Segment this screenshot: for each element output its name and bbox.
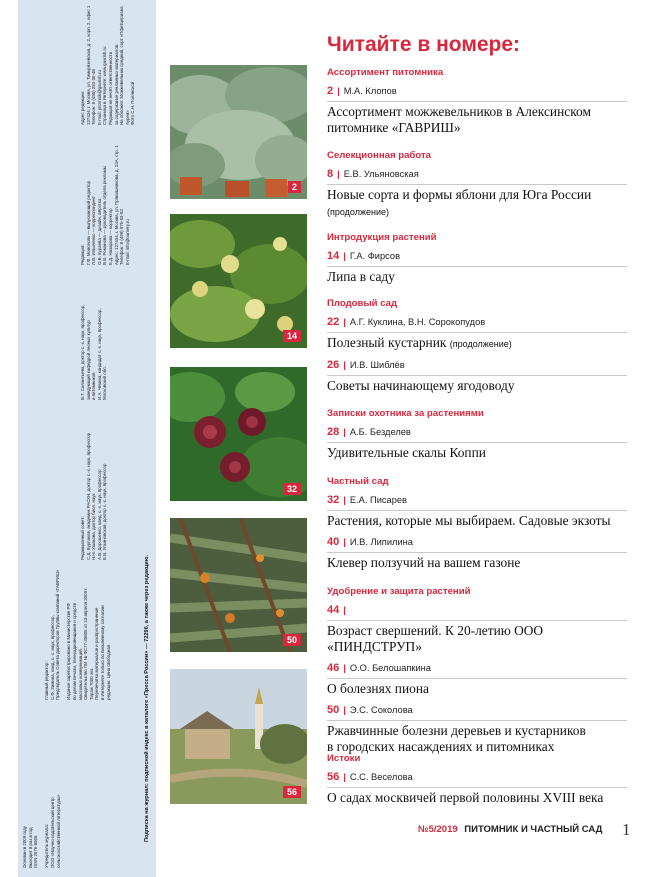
section-breeding [327,150,627,220]
article-title: О садах москвичей первой половины XVIII века [327,790,604,805]
photo-painting [170,669,307,804]
section-plant-hunter [327,408,627,461]
page-number: 46 [327,662,340,674]
toc-entry[interactable]: 44 | Возраст свершений. К 20-летию ООО «ПИНДСТРУП» [327,604,627,655]
toc-entry[interactable]: 46 | О.О. Белошапкина О болезнях пиона [327,662,627,697]
divider [327,332,627,333]
section-assortment [327,67,627,136]
divider [327,552,627,553]
page-number: 44 [327,604,340,616]
colophon-editorial: Редакция: Г.Ф. Мовсесян — выпускающий редактор Л.В. Ильиченко — корреспондент О.В. Кураева — дизайн, вёрстка В.В. Романова — руководитель отдела рекламы Е.Д. Назарова — корректор Адрес: 127434, г. Москва, ул. Прянишникова, д. 23А, стр. 1 Телефон: 8 (499) 976-53-93 E-mail: info@nursery.ru [80,145,130,265]
page-title: Читайте в номере: [327,33,521,56]
page-number: 28 [327,426,340,438]
section-introduction [327,232,627,285]
article-title: Клевер ползучий на вашем газоне [327,555,521,570]
photo-page-badge: 56 [283,786,301,798]
author: С.С. Веселова [349,772,413,782]
article-title: Возраст свершений. К 20-летию ООО «ПИНДСТРУП» [327,623,544,654]
divider [327,620,627,621]
section-title: Частный сад [327,476,389,487]
colophon-address: Адрес редакции: 127434, г. Москва, ул. Тимирязевская, д. 2, корп. 2, офис 1 Телефон: 8 (495) 253-36-48 E-mail: pitomnik@gavrish.ru Страница в Интернете: www.gavrish.ru Редакция не несёт ответственности за содержание рекламных материалов. На обложке: Можжевельник средний, сорт «Пфитцериана Аурея» Фото С.Н. Полянской [80,5,136,125]
colophon-panel [18,0,156,877]
article-title: Новые сорта и формы яблони для Юга России [327,187,592,202]
page-number: 14 [327,250,340,262]
divider [327,678,627,679]
divider [327,442,627,443]
photo-page-badge: 50 [283,634,301,646]
section-title: Истоки [327,753,361,764]
photo-calycanthus [170,367,307,501]
colophon-editor: Главный редактор: С.Ф. Зимина, канд. с.-х. наук, профессор, Председатель Совета директоров Группы компаний «ГАВРИШ» Издание зарегистрировано в Министерстве РФ по делам печати, телерадиовещания и средств массовых коммуникаций. Свидетельство ПИ № ФС77-35806 от 23 апреля 2009 г. Тираж 7000 экз. Перепечатка материалов и распространение в Интернете только по письменному согласию редакции. Цена свободная [44,569,111,700]
toc-entry[interactable]: 8 | Е.В. Ульяновская Новые сорта и формы яблони для Юга России (продолжение) [327,168,627,220]
section-private-garden [327,476,627,571]
toc-entry[interactable]: 32 | Е.А. Писарев Растения, которые мы выбираем. Садовые экзоты [327,494,627,529]
author: Г.А. Фирсов [349,251,401,261]
author: И.В. Липилина [349,537,413,547]
page-number: 40 [327,536,340,548]
toc-entry[interactable]: 50 | Э.С. Соколова Ржавчинные болезни деревьев и кустарников в городских насаждениях и питомниках [327,704,627,755]
photo-juniper [170,65,307,199]
divider [327,375,627,376]
article-title: Полезный кустарник [327,335,447,350]
toc-entry[interactable]: 40 | И.В. Липилина Клевер ползучий на вашем газоне [327,536,627,571]
issue-number: №5/2019 [418,824,458,835]
article-title: О болезнях пиона [327,681,429,696]
page-number: 22 [327,316,340,328]
colophon-council-2: В.Т. Силантьева, доктор с.-х. наук, профессор, заведующий кафедрой лесных культур и питомников И.А. Чекина, кандидат с.-х. наук, профессор, Московский обл. [80,304,108,400]
section-fertilizer [327,586,627,755]
toc-entry[interactable]: 2 | М.А. Клопов Ассортимент можжевельников в Алексинском питомнике «ГАВРИШ» [327,85,627,136]
article-note: (продолжение) [449,339,512,349]
article-title: Растения, которые мы выбираем. Садовые экзоты [327,513,611,528]
photo-page-badge: 14 [283,330,301,342]
photo-page-badge: 32 [283,483,301,495]
article-title: Липа в саду [327,269,395,284]
section-title: Удобрение и защита растений [327,586,471,597]
toc-entry[interactable]: 26 | И.В. Шиблёв Советы начинающему ягодоводу [327,359,627,394]
author: И.В. Шиблёв [349,360,405,370]
section-title: Плодовый сад [327,298,398,309]
divider [327,184,627,185]
subscription-note: Подписка на журнал: подписной индекс в каталоге «Пресса России» — 72296, а также через редакцию. [144,554,150,842]
author: М.А. Клопов [343,86,397,96]
page-number: 50 [327,704,340,716]
author: Е.В. Ульяновская [343,169,419,179]
author: О.О. Белошапкина [349,663,431,673]
section-origins [327,753,627,806]
article-title: Советы начинающему ягодоводу [327,378,515,393]
section-title: Интродукция растений [327,232,437,243]
article-title: Ассортимент можжевельников в Алексинском питомнике «ГАВРИШ» [327,104,591,135]
folio-number: 1 [622,820,631,839]
article-title: Удивительные скалы Коппи [327,445,486,460]
section-title: Записки охотника за растениями [327,408,484,419]
section-fruit-garden [327,298,627,394]
toc-entry[interactable]: 14 | Г.А. Фирсов Липа в саду [327,250,627,285]
divider [327,266,627,267]
section-title: Ассортимент питомника [327,67,444,78]
section-title: Селекционная работа [327,150,431,161]
page-number: 8 [327,168,334,180]
divider [327,720,627,721]
author: Е.А. Писарев [349,495,407,505]
article-title: Ржавчинные болезни деревьев и кустарников в городских насаждениях и питомниках [327,723,586,754]
photo-page-badge: 2 [288,181,301,193]
photo-rust [170,518,307,652]
colophon-council: Редакционный совет: С.Д. Бурлаков, академик РАСХН, доктор с.-х. наук, профессор Н.Н. Ушакова, доктор биол. наук А.В. Дорошенко, канд. с.-х. наук, профессор Е.В. Ульяновская, доктор с.-х. наук, профессор [80,432,108,560]
toc-entry[interactable]: 56 | С.С. Веселова О садах москвичей первой половины XVIII века [327,771,627,806]
page-number: 26 [327,359,340,371]
divider [327,787,627,788]
divider [327,101,627,102]
toc-entry[interactable]: 22 | А.Г. Куклина, В.Н. Сорокопудов Полезный кустарник (продолжение) [327,316,627,352]
page-footer [418,824,602,835]
page-number: 56 [327,771,340,783]
page-number: 2 [327,85,334,97]
magazine-name: ПИТОМНИК И ЧАСТНЫЙ САД [464,824,603,835]
divider [327,510,627,511]
photo-linden [170,214,307,348]
colophon-founding: Основан в 2009 году Выходит 8 раз в год ISSN 2076-6505 Учредитель журнала: ООО «Научно-издательский центр сельскохозяйственной литературы» [22,794,61,868]
author: А.Г. Куклина, В.Н. Сорокопудов [349,317,486,327]
author: Э.С. Соколова [349,705,413,715]
page-number: 32 [327,494,340,506]
toc-entry[interactable]: 28 | А.Б. Безделев Удивительные скалы Коппи [327,426,627,461]
article-note: (продолжение) [327,207,390,217]
author: А.Б. Безделев [349,427,411,437]
